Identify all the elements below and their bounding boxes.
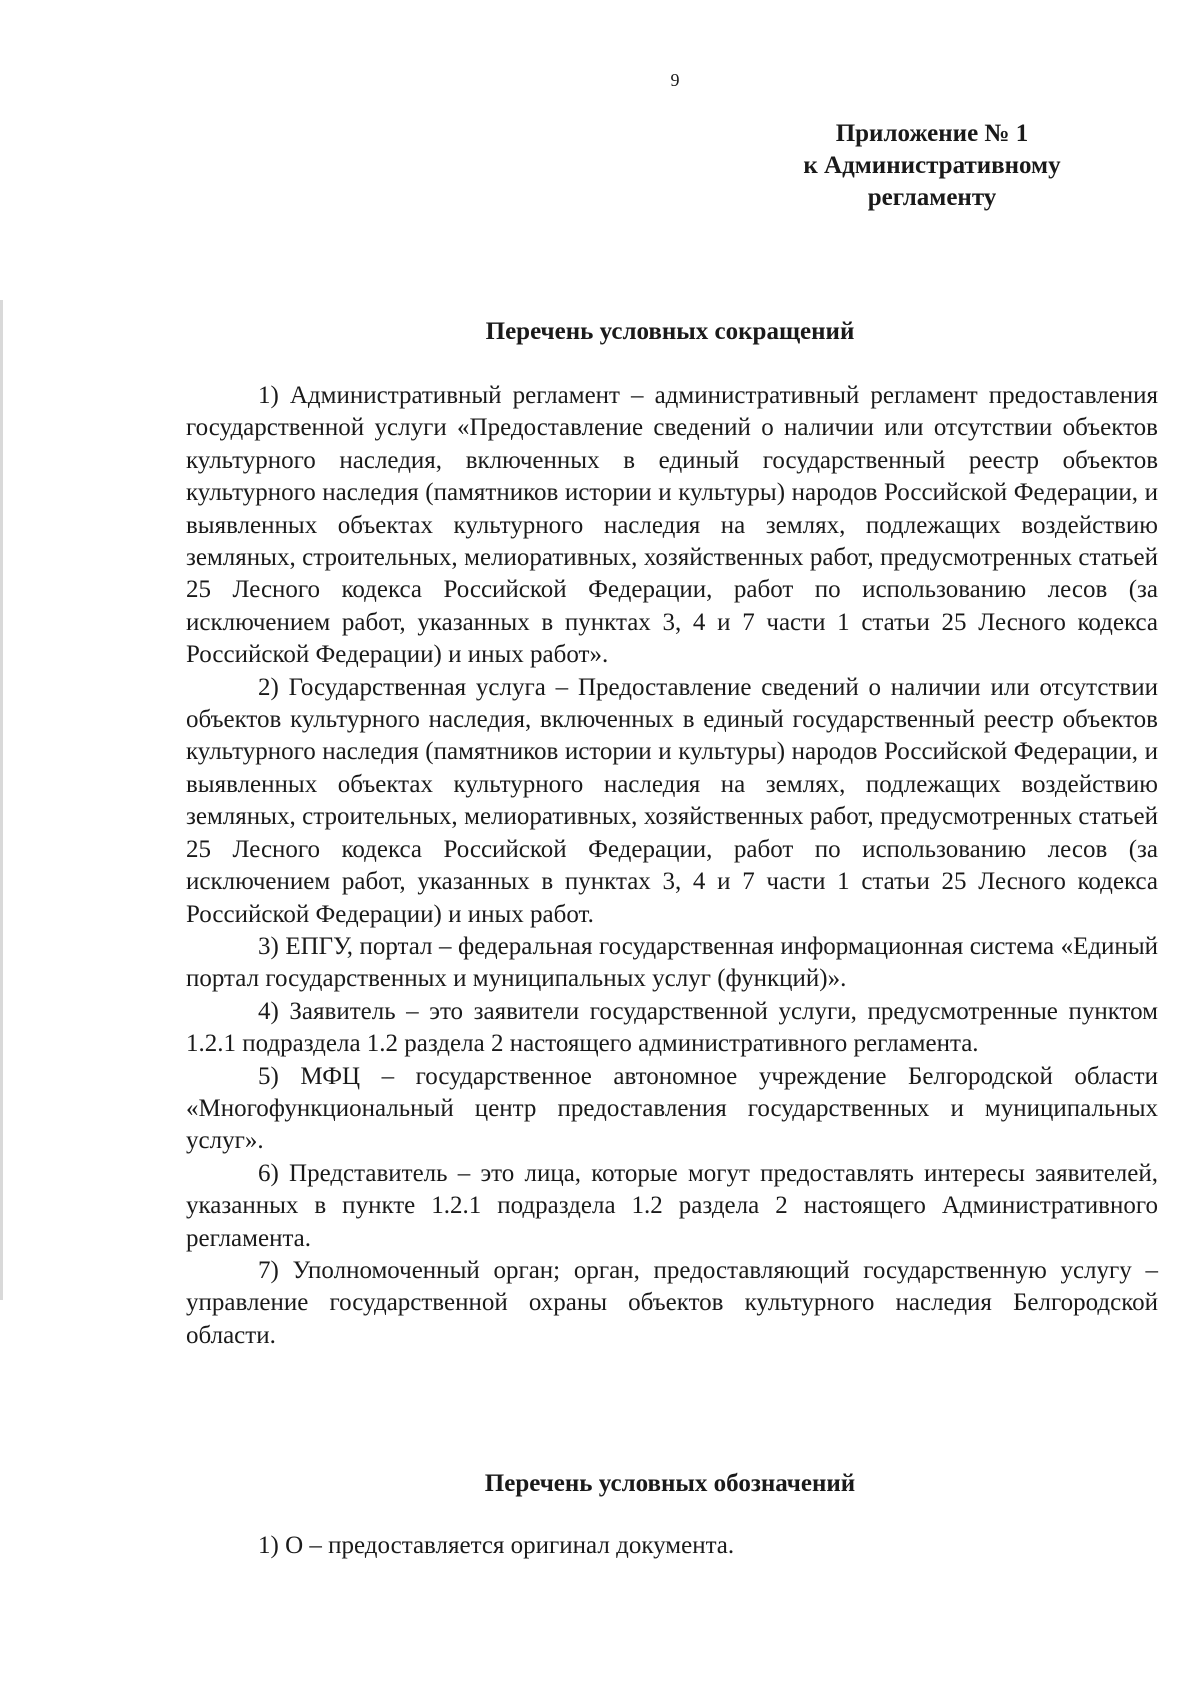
abbreviations-list	[186, 380, 1158, 1352]
list-item: 6) Представитель – это лица, которые могут предоставлять интересы заявителей, указанных в пункте 1.2.1 подраздела 1.2 раздела 2 настоящего Административного регламента.	[186, 1159, 1158, 1252]
list-item: 5) МФЦ – государственное автономное учреждение Белгородской области «Многофункциональный центр предоставления государственных и муниципальных услуг».	[186, 1062, 1158, 1155]
list-item: 7) Уполномоченный орган; орган, предоставляющий государственную услугу – управление государственной охраны объектов культурного наследия Белгородской области.	[186, 1256, 1158, 1349]
symbols-list	[186, 1530, 1158, 1562]
list-item: 1) О – предоставляется оригинал документа.	[258, 1532, 735, 1559]
appendix-header	[752, 118, 1112, 214]
list-item: 2) Государственная услуга – Предоставление сведений о наличии или отсутствии объектов культурного наследия, включенных в единый государственный реестр объектов культурного наследия (памятников истории и культуры) народов Российской Федерации, и выявленных объектах культурного наследия на землях, подлежащих воздействию земляных, строительных, мелиоративных, хозяйственных работ, предусмотренных статьей 25 Лесного кодекса Российской Федерации, работ по использованию лесов (за исключением работ, указанных в пунктах 3, 4 и 7 части 1 статьи 25 Лесного кодекса Российской Федерации) и иных работ.	[186, 673, 1158, 928]
symbols-heading: Перечень условных обозначений	[484, 1470, 856, 1497]
list-item: 1) Административный регламент – административный регламент предоставления государственной услуги «Предоставление сведений о наличии или отсутствии объектов культурного наследия, включенных в единый государственный реестр объектов культурного наследия (памятников истории и культуры) народов Российской Федерации, и выявленных объектах культурного наследия на землях, подлежащих воздействию земляных, строительных, мелиоративных, хозяйственных работ, предусмотренных статьей 25 Лесного кодекса Российской Федерации, работ по использованию лесов (за исключением работ, указанных в пунктах 3, 4 и 7 части 1 статьи 25 Лесного кодекса Российской Федерации) и иных работ».	[186, 382, 1158, 669]
page-number: 9	[670, 70, 680, 90]
appendix-subtitle-cont: регламенту	[867, 184, 997, 211]
appendix-title: Приложение № 1	[835, 120, 1029, 147]
scan-margin-shadow	[0, 300, 3, 1300]
abbreviations-heading: Перечень условных сокращений	[485, 318, 855, 345]
list-item: 3) ЕПГУ, портал – федеральная государственная информационная система «Единый портал государственных и муниципальных услуг (функций)».	[186, 932, 1158, 993]
appendix-subtitle: к Административному	[803, 152, 1061, 179]
list-item: 4) Заявитель – это заявители государственной услуги, предусмотренные пунктом 1.2.1 подраздела 1.2 раздела 2 настоящего административного регламента.	[186, 997, 1158, 1058]
